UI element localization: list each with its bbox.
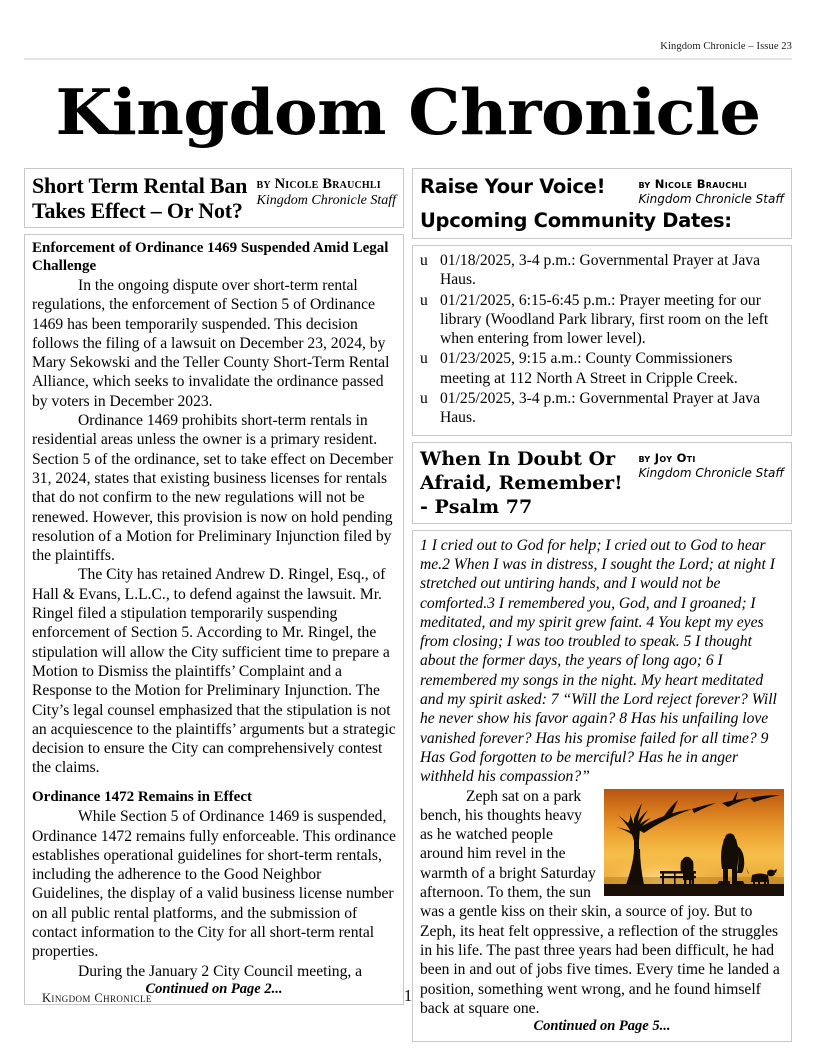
devotional-headline-line-1: When In Doubt Or xyxy=(420,447,616,470)
left-column xyxy=(24,168,404,1011)
bullet-marker-icon: u xyxy=(420,390,428,408)
list-item[interactable] xyxy=(420,291,784,349)
left-headline-box xyxy=(24,168,404,228)
footer-publication-name: Kingdom Chronicle xyxy=(42,991,152,1005)
events-subtitle: Upcoming Community Dates: xyxy=(420,209,732,232)
left-byline-affiliation: Kingdom Chronicle Staff xyxy=(256,193,396,208)
left-byline-block xyxy=(257,173,396,209)
headline-line-1: Short Term Rental Ban xyxy=(32,173,248,198)
left-continued-label[interactable]: Continued on Page 2... xyxy=(145,980,283,997)
footer-page-number: 1 xyxy=(403,986,413,1005)
events-byline-affiliation: Kingdom Chronicle Staff xyxy=(638,192,784,206)
list-item[interactable] xyxy=(420,251,784,290)
left-article-headline xyxy=(32,173,247,223)
left-article-body-box xyxy=(24,234,404,1005)
devotional-story-paragraph: Zeph sat on a park bench, his thoughts heavy as he watched people around him revel in the warmth of a bright Saturday afternoon. To them, the sun was a gentle kiss on their skin, a source of joy. But to Zeph, its heat felt oppressive, a reflection of the struggles in his life. The past three years had been difficult, he had been in and out of jobs five times. Every time he landed a position, something went wrong, and he found himself back at square one. xyxy=(420,787,780,1017)
devotional-byline-author: by Joy Oti xyxy=(638,450,696,465)
left-paragraph-1: In the ongoing dispute over short-term rental regulations, the enforcement of Section 5 of Ordinance 1469 has been temporarily suspended. This decision follows the filing of a lawsuit on December 23, 2024, by Mary Sekowski and the Teller County Short-Term Rental Alliance, which seeks to invalidate the ordinance passed by voters in December 2023. xyxy=(32,277,390,410)
left-subhead-2: Ordinance 1472 Remains in Effect xyxy=(32,788,252,805)
events-headline: Raise Your Voice! xyxy=(420,175,606,198)
event-text: 01/23/2025, 9:15 a.m.: County Commissioners meeting at 112 North A Street in Cripple Creek. xyxy=(440,350,738,387)
devotional-byline-block xyxy=(638,447,784,481)
sunset-silhouette-photo xyxy=(604,789,784,896)
devotional-body-box xyxy=(412,530,792,1042)
paragraph-spacer xyxy=(32,778,396,789)
headline-line-2: Takes Effect – Or Not? xyxy=(32,198,243,223)
devotional-headline xyxy=(420,447,623,519)
event-text: 01/25/2025, 3-4 p.m.: Governmental Prayer at Java Haus. xyxy=(440,390,761,427)
running-head: Kingdom Chronicle – Issue 23 xyxy=(660,41,792,52)
left-byline-author: by Nicole Brauchli xyxy=(256,176,381,192)
events-list-box xyxy=(412,245,792,436)
bullet-marker-icon: u xyxy=(420,252,428,269)
bullet-marker-icon: u xyxy=(420,291,428,309)
list-item[interactable] xyxy=(420,389,784,428)
events-list xyxy=(420,251,784,428)
devotional-headline-line-3: - Psalm 77 xyxy=(420,495,533,518)
devotional-byline-affiliation: Kingdom Chronicle Staff xyxy=(638,465,784,480)
events-byline-author: by Nicole Brauchli xyxy=(638,177,748,191)
event-text: 01/21/2025, 6:15-6:45 p.m.: Prayer meeting for our library (Woodland Park library, first room on the left when entering from lower level). xyxy=(440,291,769,348)
list-item[interactable] xyxy=(420,349,784,388)
devotional-headline-line-2: Afraid, Remember! xyxy=(420,471,623,494)
left-paragraph-2: Ordinance 1469 prohibits short-term rentals in residential areas unless the owner is a primary resident. Section 5 of the ordinance, set to take effect on December 31, 2024, states that existing business licenses for rentals that do not confirm to the new regulations will not be renewed. However, this provision is now on hold pending resolution of a Motion for Preliminary Injunction filed by the plaintiffs. xyxy=(32,412,394,565)
events-headline-box xyxy=(412,168,792,239)
right-column xyxy=(412,168,792,1048)
devotional-headline-box xyxy=(412,442,792,524)
devotional-continued-label[interactable]: Continued on Page 5... xyxy=(533,1018,671,1035)
bullet-marker-icon: u xyxy=(420,350,428,368)
header-rule xyxy=(24,58,792,60)
left-subhead-1: Enforcement of Ordinance 1469 Suspended Amid Legal Challenge xyxy=(32,240,389,274)
left-paragraph-4: While Section 5 of Ordinance 1469 is suspended, Ordinance 1472 remains fully enforceable. This ordinance establishes operational guidelines for short-term rentals, including the adherence to the Good Neighbor Guidelines, the display of a valid business license number on all public rental platforms, and the submission of contact information to the City for all short-term rental properties. xyxy=(32,808,396,961)
scripture-passage: 1 I cried out to God for help; I cried out to God to hear me.2 When I was in distress, I sought the Lord; at night I stretched out untiring hands, and I would not be comforted.3 I remembered you, God, and I groaned; I meditated, and my spirit grew faint. 4 You kept my eyes from closing; I was too troubled to speak. 5 I thought about the former days, the years of long ago; 6 I remembered my songs in the night. My heart meditated and my spirit asked: 7 “Will the Lord reject forever? Will he never show his favor again? 8 Has his unfailing love vanished forever? Has his promise failed for all time? 9 Has God forgotten to be merciful? Has he in anger withheld his compassion?” xyxy=(420,536,777,786)
masthead-title: Kingdom Chronicle xyxy=(55,75,761,149)
left-paragraph-5: During the January 2 City Council meeting, a xyxy=(78,962,363,980)
left-paragraph-3: The City has retained Andrew D. Ringel, Esq., of Hall & Evans, L.L.C., to defend against the lawsuit. Mr. Ringel filed a stipulation temporarily suspending enforcement of Section 5. According to Mr. Ringel, the stipulation will allow the City sufficient time to prepare a Motion to Dismiss the plaintiffs’ Complaint and a Response to the Motion for Preliminary Injunction. The City’s legal counsel emphasized that the stipulation is not an acquiescence to the plaintiffs’ arguments but a strategic decision to ensure the City can comprehensively contest the claims. xyxy=(32,566,396,777)
event-text: 01/18/2025, 3-4 p.m.: Governmental Prayer at Java Haus. xyxy=(440,252,761,289)
events-byline-block xyxy=(638,173,784,207)
sunset-illustration xyxy=(604,789,784,896)
